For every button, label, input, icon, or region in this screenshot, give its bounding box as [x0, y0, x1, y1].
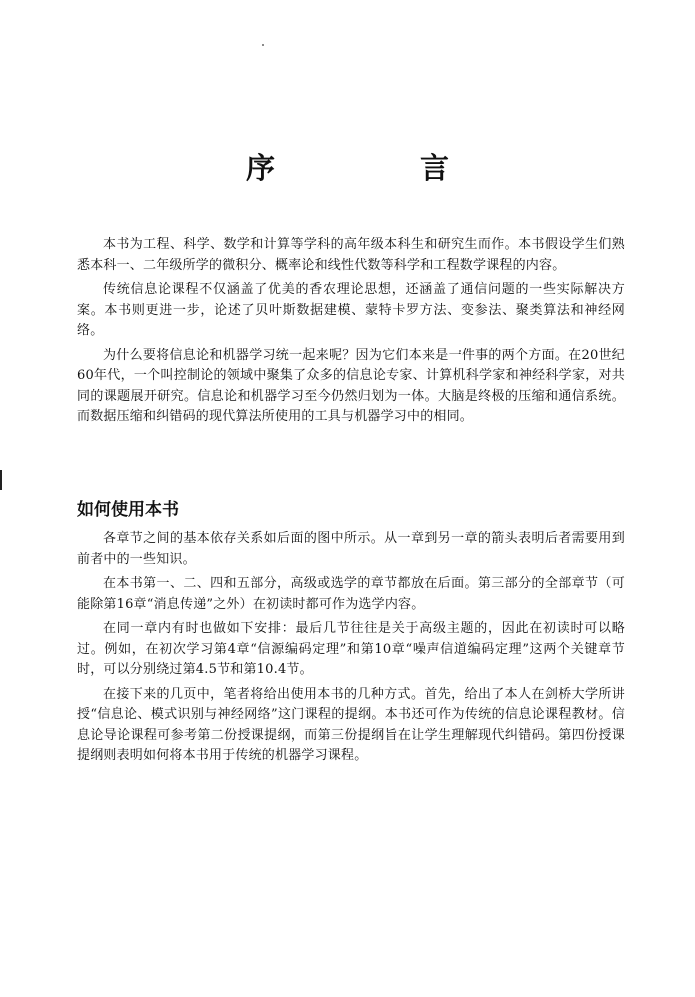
page-title: 序 言: [245, 151, 507, 185]
scan-edge-mark: [0, 470, 2, 490]
intro-paragraph-1: 本书为工程、科学、数学和计算等学科的高年级本科生和研究生而作。本书假设学生们熟悉本科一、二年级所学的微积分、概率论和线性代数等科学和工程数学课程的内容。: [77, 237, 625, 273]
intro-paragraph-2: 传统信息论课程不仅涵盖了优美的香农理论思想，还涵盖了通信问题的一些实际解决方案。本书则更进一步，论述了贝叶斯数据建模、蒙特卡罗方法、变参法、聚类算法和神经网络。: [77, 282, 625, 338]
usage-paragraph-1: 各章节之间的基本依存关系如后面的图中所示。从一章到另一章的箭头表明后者需要用到前者中的一些知识。: [77, 531, 625, 567]
usage-paragraph-4: 在接下来的几页中，笔者将给出使用本书的几种方式。首先，给出了本人在剑桥大学所讲授“信息论、模式识别与神经网络”这门课程的提纲。本书还可作为传统的信息论课程教材。信息论导论课程可参考第二份授课提纲，而第三份提纲旨在让学生理解现代纠错码。第四份授课提纲则表明如何将本书用于传统的机器学习课程。: [77, 686, 625, 763]
intro-paragraph-3: 为什么要将信息论和机器学习统一起来呢？因为它们本来是一件事的两个方面。在20世纪60年代，一个叫控制论的领域中聚集了众多的信息论专家、计算机科学家和神经科学家，对共同的课题展开研究。信息论和机器学习至今仍然归划为一体。大脑是终极的压缩和通信系统。而数据压缩和纠错码的现代算法所使用的工具与机器学习中的相同。: [77, 347, 625, 424]
usage-paragraph-2: 在本书第一、二、四和五部分，高级或选学的章节都放在后面。第三部分的全部章节（可能除第16章“消息传递”之外）在初读时都可作为选学内容。: [77, 576, 625, 612]
section-heading: 如何使用本书: [77, 500, 179, 520]
usage-paragraph-3: 在同一章内有时也做如下安排：最后几节往往是关于高级主题的，因此在初读时可以略过。例如，在初次学习第4章“信源编码定理”和第10章“噪声信道编码定理”这两个关键章节时，可以分别绕过第4.5节和第10.4节。: [77, 621, 625, 677]
intro-section: [77, 235, 625, 432]
usage-section: [77, 529, 625, 771]
scan-speck: [262, 44, 264, 46]
